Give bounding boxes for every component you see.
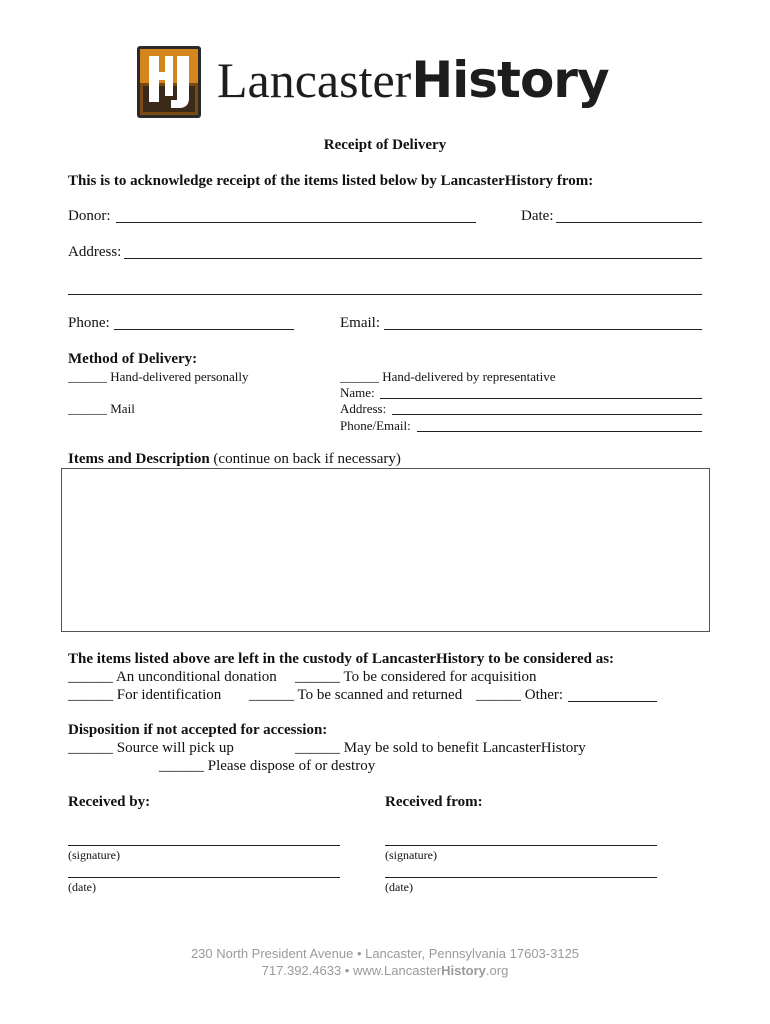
option-scanned[interactable] bbox=[249, 687, 462, 704]
rep-address-label: Address: bbox=[340, 401, 387, 416]
method-mail-label: Mail bbox=[110, 401, 135, 416]
footer-contact-bold: History bbox=[441, 963, 486, 978]
received-from-date-label: (date) bbox=[385, 880, 413, 894]
option-unconditional[interactable] bbox=[68, 669, 277, 686]
received-from-signature-field[interactable] bbox=[385, 845, 657, 846]
checkbox-blank: ______ bbox=[68, 401, 107, 416]
logo-text-light: Lancaster bbox=[217, 52, 412, 108]
checkbox-blank: ______ bbox=[68, 740, 113, 756]
date-field[interactable] bbox=[556, 222, 702, 223]
checkbox-blank: ______ bbox=[68, 669, 113, 685]
items-heading bbox=[68, 451, 401, 468]
option-identification-label: For identification bbox=[116, 687, 222, 703]
checkbox-blank: ______ bbox=[340, 369, 379, 384]
rep-name-label: Name: bbox=[340, 385, 375, 400]
logo-wordmark bbox=[217, 50, 609, 110]
method-hand-rep[interactable] bbox=[340, 369, 556, 385]
rep-phone-email-field[interactable] bbox=[417, 431, 702, 432]
received-from-heading: Received from: bbox=[385, 794, 483, 810]
address-label: Address: bbox=[68, 244, 122, 260]
method-hand-personally-label: Hand-delivered personally bbox=[110, 369, 249, 384]
checkbox-blank: ______ bbox=[476, 687, 521, 703]
date-label: Date: bbox=[521, 208, 554, 224]
option-sold[interactable] bbox=[295, 740, 586, 757]
received-from-signature-label: (signature) bbox=[385, 848, 437, 862]
footer-address: 230 North President Avenue • Lancaster, Pennsylvania 17603-3125 bbox=[190, 946, 580, 961]
received-by-date-field[interactable] bbox=[68, 877, 340, 878]
option-dispose-label: Please dispose of or destroy bbox=[207, 758, 376, 774]
option-acquisition[interactable] bbox=[295, 669, 537, 686]
option-unconditional-label: An unconditional donation bbox=[115, 669, 277, 685]
received-by-heading: Received by: bbox=[68, 794, 151, 810]
received-by-signature-label: (signature) bbox=[68, 848, 120, 862]
intro-text: This is to acknowledge receipt of the items listed below by LancasterHistory from: bbox=[68, 173, 594, 189]
email-label: Email: bbox=[340, 315, 380, 331]
address-field-line-2[interactable] bbox=[68, 294, 702, 295]
items-heading-bold: Items and Description bbox=[68, 451, 210, 467]
option-acquisition-label: To be considered for acquisition bbox=[343, 669, 537, 685]
donor-label: Donor: bbox=[68, 208, 111, 224]
phone-field[interactable] bbox=[114, 329, 294, 330]
option-pickup[interactable] bbox=[68, 740, 234, 757]
checkbox-blank: ______ bbox=[68, 687, 113, 703]
received-from-date-field[interactable] bbox=[385, 877, 657, 878]
checkbox-blank: ______ bbox=[68, 369, 107, 384]
footer-contact-suffix: .org bbox=[485, 963, 509, 978]
rep-name-field[interactable] bbox=[380, 398, 702, 399]
method-heading: Method of Delivery: bbox=[68, 351, 198, 367]
lancaster-history-logo-icon bbox=[137, 46, 201, 118]
method-hand-rep-label: Hand-delivered by representative bbox=[382, 369, 556, 384]
other-field[interactable] bbox=[568, 701, 657, 702]
email-field[interactable] bbox=[384, 329, 702, 330]
checkbox-blank: ______ bbox=[159, 758, 204, 774]
footer-contact bbox=[0, 963, 770, 978]
logo-text-bold: History bbox=[411, 51, 609, 109]
checkbox-blank: ______ bbox=[295, 740, 340, 756]
option-identification[interactable] bbox=[68, 687, 221, 704]
option-other[interactable] bbox=[476, 687, 563, 704]
custody-heading: The items listed above are left in the custody of LancasterHistory to be considered as: bbox=[68, 651, 615, 667]
option-dispose[interactable] bbox=[159, 758, 375, 775]
disposition-heading: Disposition if not accepted for accession: bbox=[68, 722, 328, 738]
phone-label: Phone: bbox=[68, 315, 110, 331]
address-field[interactable] bbox=[124, 258, 702, 259]
items-heading-note: (continue on back if necessary) bbox=[213, 451, 401, 467]
option-sold-label: May be sold to benefit LancasterHistory bbox=[343, 740, 586, 756]
received-by-signature-field[interactable] bbox=[68, 845, 340, 846]
method-hand-personally[interactable] bbox=[68, 369, 249, 385]
checkbox-blank: ______ bbox=[249, 687, 294, 703]
option-pickup-label: Source will pick up bbox=[116, 740, 234, 756]
method-mail[interactable] bbox=[68, 401, 135, 417]
checkbox-blank: ______ bbox=[295, 669, 340, 685]
received-by-date-label: (date) bbox=[68, 880, 96, 894]
footer-contact-prefix: 717.392.4633 • www.Lancaster bbox=[261, 963, 442, 978]
rep-address-field[interactable] bbox=[392, 414, 702, 415]
donor-field[interactable] bbox=[116, 222, 476, 223]
option-scanned-label: To be scanned and returned bbox=[297, 687, 463, 703]
items-description-box[interactable] bbox=[61, 468, 710, 632]
page-title: Receipt of Delivery bbox=[323, 137, 447, 153]
option-other-label: Other: bbox=[524, 687, 564, 703]
rep-phone-email-label: Phone/Email: bbox=[340, 418, 411, 433]
